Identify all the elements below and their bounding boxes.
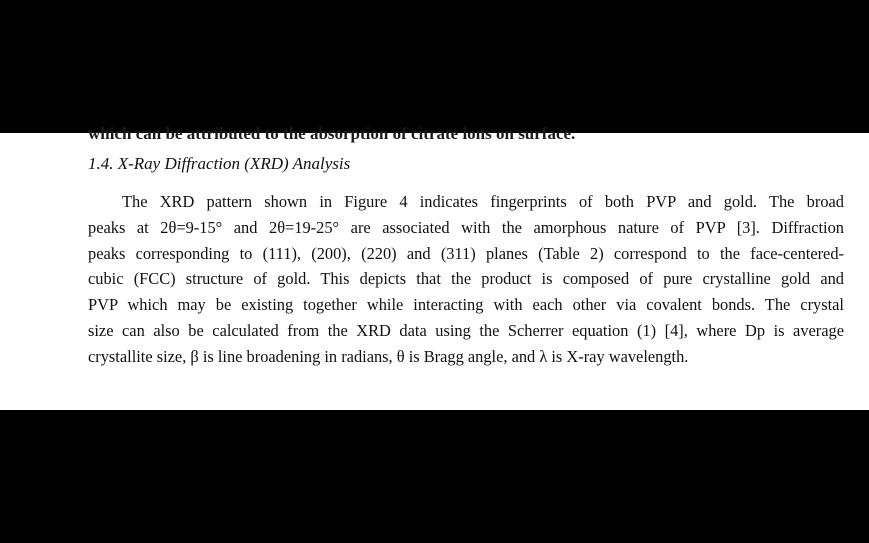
cut-off-text-line: which can be attributed to the absorption of citrate ions on surface. (88, 124, 576, 143)
paragraph-line: peaks corresponding to (111), (200), (220) and (311) planes (Table 2) correspond to the face-centered- (88, 243, 844, 263)
body-paragraph (88, 189, 844, 370)
paragraph-line: peaks at 2θ=9-15° and 2θ=19-25° are associated with the amorphous nature of PVP [3]. Diffraction (88, 217, 844, 237)
paragraph-line: The XRD pattern shown in Figure 4 indicates fingerprints of both PVP and gold. The broad (122, 192, 844, 211)
section-heading: 1.4. X-Ray Diffraction (XRD) Analysis (88, 154, 351, 173)
paragraph-line: crystallite size, β is line broadening in radians, θ is Bragg angle, and λ is X-ray wavelength. (88, 346, 689, 366)
paragraph-line: cubic (FCC) structure of gold. This depicts that the product is composed of pure crystalline gold and (88, 269, 844, 289)
paragraph-line: PVP which may be existing together while interacting with each other via covalent bonds. The crystal (88, 295, 844, 315)
document-visible-region (0, 124, 869, 410)
paragraph-line: size can also be calculated from the XRD data using the Scherrer equation (1) [4], where Dp is average (88, 320, 844, 340)
